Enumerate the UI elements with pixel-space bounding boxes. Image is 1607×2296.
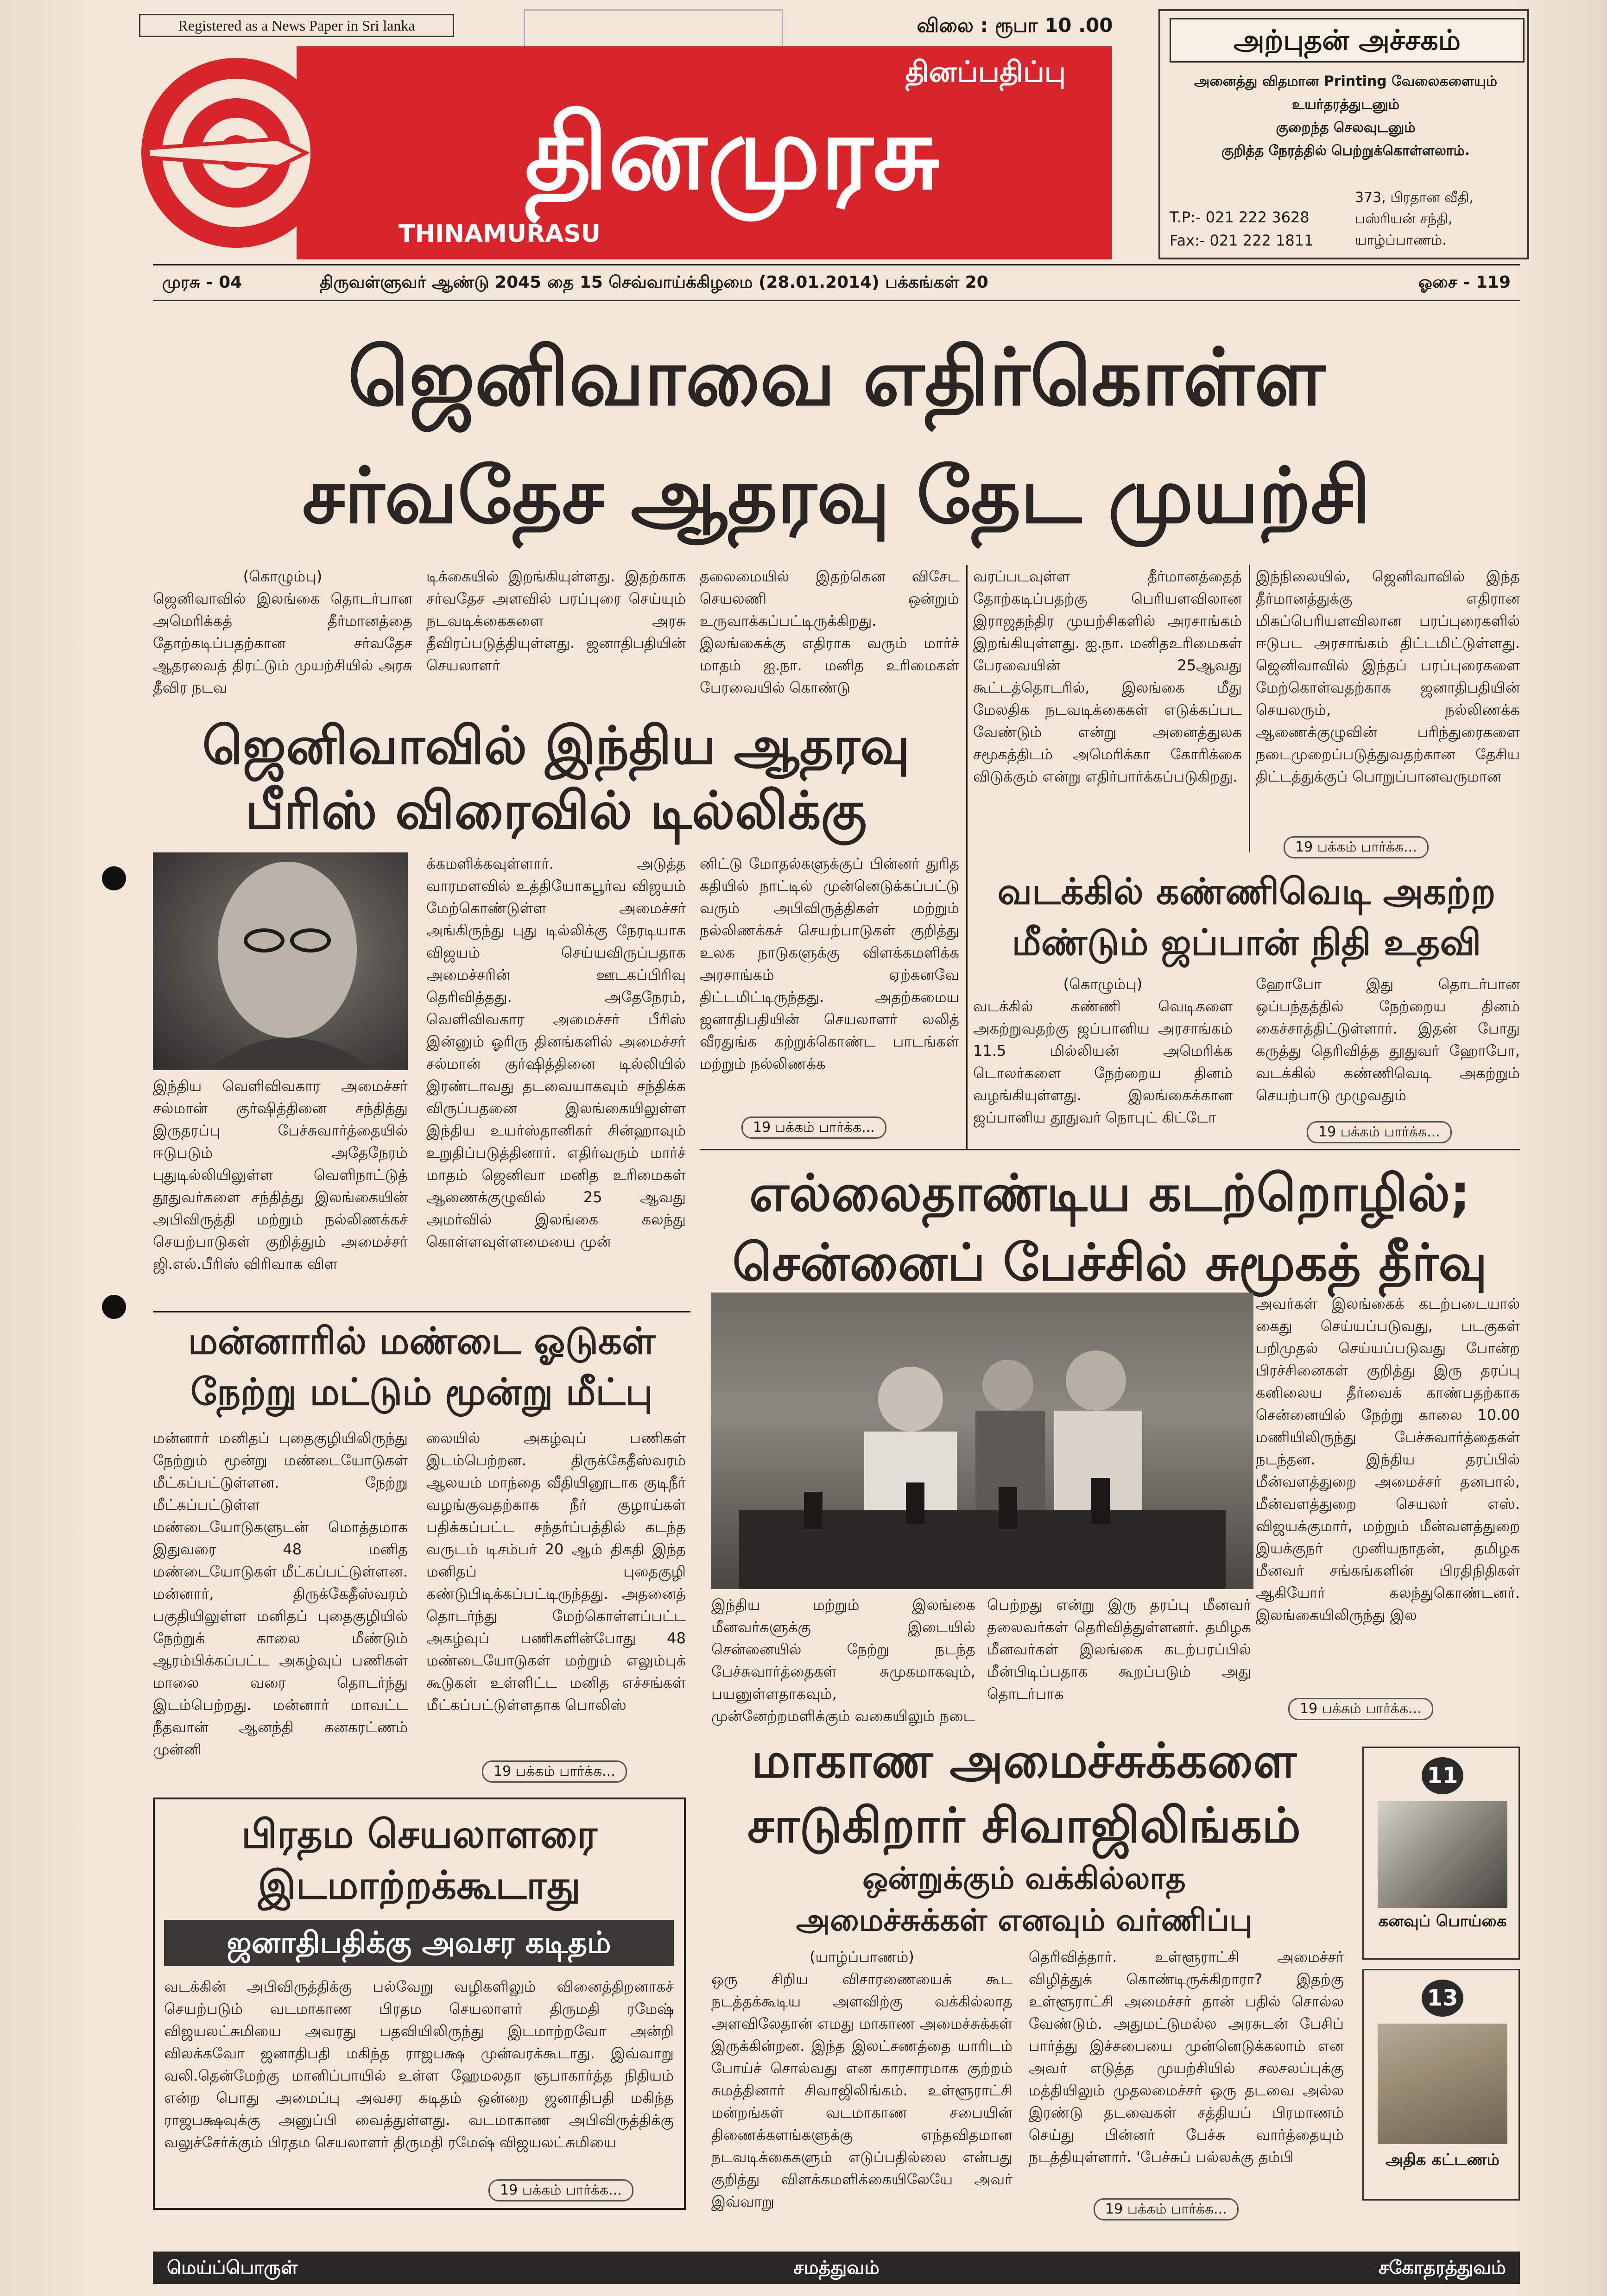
fisheries-headline-line1: எல்லைதாண்டிய கடற்றொழில்; <box>749 1163 1471 1223</box>
dateline-bar <box>153 264 1520 301</box>
footer-right: சகோதரத்துவம் <box>1379 2257 1506 2278</box>
mannar-column-1 <box>153 1427 408 1784</box>
india-text: னிட்டு மோதல்களுக்குப் பின்னர் துரித கதியில் நாட்டில் முன்னெடுக்கப்பட்டு வரும் அபிவிருத்திகள் மற்றும் நல்லிணக்கச் செயற்பாடுகள் குறித்து உலக நாடுகளுக்கு விளக்கமளிக்க அரசாங்கம் ஏற்கனவே திட்டமிட்டிருந்தது. அதற்கமைய ஜனாதிபதியின் செயலாளர் லலித் வீரதுங்க கற்றுக்கொண்ட பாடங்கள் மற்றும் நல்லிணக்க <box>700 855 959 1072</box>
secretary-box <box>153 1798 686 2210</box>
lead-text: வரப்படவுள்ள தீர்மானத்தைத் தோற்கடிப்பதற்கு பெரியளவிலான இராஜதந்திர முயற்சிகளில் அரசாங்கம் இறங்கியுள்ளது. ஐ.நா. மனிதஉரிமைகள் பேரவையின் 25ஆவது கூட்டத்தொடரில், இலங்கை மீது மேலதிக நடவடிக்கைகள் எடுக்கப்பட வேண்டும் என்று அனைத்துலக சமூகத்திடம் அமெரிக்கா கோரிக்கை விடுக்கும் என்று எதிர்பார்க்கப்படுகிறது. <box>973 568 1242 785</box>
target-logo <box>139 56 352 250</box>
punch-hole <box>102 866 126 890</box>
masthead-name: தினமுரசு <box>525 94 940 212</box>
masthead-english: THINAMURASU <box>399 220 601 248</box>
mannar-column-2 <box>426 1427 686 1760</box>
advert-phone: T.P:- 021 222 3628 <box>1170 208 1310 226</box>
mines-column-1 <box>973 973 1233 1144</box>
fisheries-continued[interactable] <box>1288 1698 1433 1720</box>
address-line: யாழ்ப்பாணம். <box>1355 232 1447 248</box>
address-line: பஸ்ரியன் சந்தி, <box>1355 211 1453 227</box>
portrait-graphic <box>153 852 408 1070</box>
sivajilingam-continued[interactable] <box>1094 2198 1239 2220</box>
lead-continued[interactable] <box>1284 836 1429 858</box>
issue-number: முரசு - 04 <box>162 273 242 292</box>
india-continued[interactable] <box>741 1116 886 1139</box>
lead-column-1 <box>153 565 412 704</box>
fisheries-side-column <box>1256 1293 1520 1700</box>
advert-line: உயர்தரத்துடனும் <box>1291 96 1400 113</box>
continued-link[interactable]: 19 பக்கம் பார்க்க... <box>1094 2198 1239 2220</box>
section-rule <box>700 1149 1520 1150</box>
masthead-subtitle: தினப்பதிப்பு <box>905 55 1066 88</box>
column-rule <box>966 565 968 1149</box>
fisheries-column-1 <box>711 1594 975 1725</box>
footer-left: மெய்ப்பொருள் <box>167 2257 298 2278</box>
sivajilingam-headline-line2: சாடுகிறார் சிவாஜிலிங்கம் <box>747 1797 1301 1854</box>
address-line: 373, பிரதான வீதி, <box>1355 189 1474 206</box>
press-meeting-graphic <box>711 1293 1253 1589</box>
footer-bar <box>153 2252 1520 2284</box>
issue-date: திருவள்ளுவர் ஆண்டு 2045 தை 15 செவ்வாய்க்கிழமை (28.01.2014) பக்கங்கள் 20 <box>320 273 988 292</box>
mines-text: வடக்கில் கண்ணி வெடிகளை அகற்றுவதற்கு ஜப்பானிய அரசாங்கம் 11.5 மில்லியன் அமெரிக்க டொலர்களை நேற்றைய தினம் வழங்கியுள்ளது. இலங்கைக்கான ஜப்பானிய தூதுவர் நொபுட் கிட்டோ <box>973 997 1233 1126</box>
stamp <box>524 9 783 51</box>
fisheries-text: இந்திய மற்றும் இலங்கை மீனவர்களுக்கு இடையில் சென்னையில் நேற்று நடந்த பேச்சுவார்த்தைகள் சுமுகமாகவும், பயனுள்ளதாகவும், முன்னேற்றமளிக்கும் வகையிலும் நடை <box>711 1596 975 1725</box>
secretary-body <box>164 1975 674 2175</box>
teaser-caption: அதிக கட்டணம் <box>1386 2151 1499 2169</box>
sivajilingam-subhead-line2: அமைச்சுக்கள் எனவும் வர்ணிப்பு <box>796 1902 1253 1938</box>
fisheries-text: அவர்கள் இலங்கைக் கடற்படையால் கைது செய்யப்படுவது, படகுகள் பறிமுதல் செய்யப்படுவது போன்ற பிரச்சினைகள் குறித்து இரு தரப்பு கனிலைய தீர்வைக் காண்பதற்காக சென்னையில் நேற்று காலை 10.00 மணியிலிருந்து பேச்சுவார்த்தைகள் நடந்தன. இந்திய தரப்பில் மீன்வளத்துறை அமைச்சர் தனபால், மீன்வளத்துறை செயலர் எஸ். விஜயக்குமார், மற்றும் மீன்வளத்துறை இயக்குநர் முனியநாதன், தமிழக மீனவர் சங்கங்களின் பிரதிநிதிகள் ஆகியோர் கலந்துகொண்டனர். இலங்கையிலிருந்து இல <box>1256 1295 1520 1624</box>
advert-line: குறைந்த செலவுடனும் <box>1276 120 1416 136</box>
registered-note: Registered as a News Paper in Sri lanka <box>139 14 454 37</box>
sivajilingam-text: ஒரு சிறிய விசாரணையைக் கூட நடத்தக்கூடிய அளவிற்கு வக்கில்லாத அளவிலேதான் எமது மாகாண அமைச்சுக்கள் இருக்கின்றன. இந்த இலட்சணத்தை யாரிடம் போய்ச் சொல்வது என காரசாரமாக குற்றம் சுமத்தினார் சிவாஜிலிங்கம். உள்ளூராட்சி மன்றங்கள் வடமாகாண சபையின் திணைக்களங்களுக்கு எந்தவிதமான நடவடிக்கைகளும் எடுப்பதில்லை என்பது குறித்து விளக்கமளிக்கையிலேயே அவர் இவ்வாறு <box>711 1970 1012 2210</box>
secretary-banner: ஜனாதிபதிக்கு அவசர கடிதம் <box>164 1920 674 1966</box>
continued-link[interactable]: 19 பக்கம் பார்க்க... <box>1288 1698 1433 1720</box>
lead-column-3 <box>700 565 959 704</box>
india-headline-line2: பீரிஸ் விரைவில் டில்லிக்கு <box>245 781 867 841</box>
lead-text: ஜெனிவாவில் இலங்கை தொடர்பான அமெரிக்கத் தீர்மானத்தை தோற்கடிப்பதற்கான சர்வதேச ஆதரவைத் திரட்டும் முயற்சியில் அரசு தீவிர நடவ <box>153 590 412 696</box>
sivajilingam-headline-line1: மாகாண அமைச்சுக்களை <box>752 1732 1297 1789</box>
continued-link[interactable]: 19 பக்கம் பார்க்க... <box>741 1116 886 1139</box>
continued-link[interactable]: 19 பக்கம் பார்க்க... <box>488 2179 633 2201</box>
advert-line: குறித்த நேரத்தில் பெற்றுக்கொள்ளலாம். <box>1221 143 1470 159</box>
continued-link[interactable]: 19 பக்கம் பார்க்க... <box>482 1760 627 1783</box>
mines-dateline: (கொழும்பு) <box>1063 975 1143 993</box>
lead-column-5 <box>1256 565 1520 834</box>
advert-line: அனைத்து விதமான Printing வேலைகளையும் <box>1194 73 1497 89</box>
teaser-page-badge: 13 <box>1422 1980 1463 2017</box>
teaser-box[interactable] <box>1362 1969 1520 2201</box>
lead-headline-line2: சர்வதேச ஆதரவு தேட முயற்சி <box>302 451 1371 540</box>
issue-serial: ஓசை - 119 <box>1418 273 1511 292</box>
secretary-text: வடக்கின் அபிவிருத்திக்கு பல்வேறு வழிகளிலும் வினைத்திறனாகச் செயற்படும் வடமாகாண பிரதம செயலாளர் திருமதி ரமேஷ் விஜயலட்சுமியை அவரது பதவியிலிருந்து இடமாற்றவோ அன்றி விலக்கவோ ஜனாதிபதி மகிந்த ராஜபக்ஷ முன்வரக்கூடாது. இவ்வாறு வலி.தென்மேற்கு மானிப்பாயில் உள்ள ஹேமலதா ஞபாகார்த்த நிதியம் என்ற பொது அமைப்பு அவசர கடிதம் ஒன்றை ஜனாதிபதி மகிந்த ராஜபக்ஷவுக்கு அனுப்பி வைத்துள்ளது. வடமாகாண அபிவிருத்திக்கு வலுச்சேர்க்கும் பிரதம செயலாளர் திருமதி ரமேஷ் விஜயலட்சுமியை <box>164 1978 674 2151</box>
teaser-caption: கனவுப் பொய்கை <box>1378 1912 1507 1930</box>
fisheries-headline-line2: சென்னைப் பேச்சில் சுமூகத் தீர்வு <box>732 1233 1487 1292</box>
india-text: க்கமளிக்கவுள்ளார். அடுத்த வாரமளவில் உத்தியோகபூர்வ விஜயம் மேற்கொண்டுள்ள அமைச்சர் அங்கிருந்து புது டில்லிக்கு நேரடியாக விஜயம் செய்யவிருப்பதாக அமைச்சரின் ஊடகப்பிரிவு தெரிவித்தது. அதேநேரம், வெளிவிவகார அமைச்சர் பீரிஸ் இன்னும் ஓரிரு தினங்களில் அமைச்சர் சல்மான் குர்ஷித்தினை டில்லியில் இரண்டாவது தடவையாகவும் சந்திக்க விருப்பதனை இலங்கையிலுள்ள இந்திய உயர்ஸ்தானிகர் சின்ஹாவும் உறுதிப்படுத்தினார். எதிர்வரும் மார்ச் மாதம் ஜெனிவா மனித உரிமைகள் ஆணைக்குழுவில் 25 ஆவது அமர்வில் இலங்கை கலந்து கொள்ளவுள்ளமையை முன் <box>426 855 686 1250</box>
lead-text: இந்நிலையில், ஜெனிவாவில் இந்த தீர்மானத்துக்கு எதிரான மிகப்பெரியளவிலான பரப்புரைகளில் ஈடுபட அரசாங்கம் திட்டமிட்டுள்ளது. ஜெனிவாவில் இந்தப் பரப்புரைகளை மேற்கொள்வதற்காக ஜனாதிபதியின் செயலரும், நல்லிணக்க ஆணைக்குழுவின் பரிந்துரைகளை நடைமுறைப்படுத்துவதற்கான தேசிய திட்டத்துக்குப் பொறுப்பானவருமான <box>1256 568 1520 785</box>
printing-advert <box>1158 9 1529 259</box>
fisheries-column-2 <box>987 1594 1251 1705</box>
mannar-text: லையில் அகழ்வுப் பணிகள் இடம்பெற்றன. திருக்கேதீஸ்வரம் ஆலயம் மாந்தை வீதியினூடாக குடிநீர் வழங்குவதற்காக நீர் குழாய்கள் பதிக்கப்பட்ட சந்தர்ப்பத்தில் கடந்த வருடம் டிசம்பர் 20 ஆம் திகதி இந்த மனிதப் புதைகுழி கண்டுபிடிக்கப்பட்டிருந்தது. அதனைத் தொடர்ந்து மேற்கொள்ளப்பட்ட அகழ்வுப் பணிகளின்போது 48 மண்டையோடுகள் மற்றும் எலும்புக் கூடுகள் உள்ளிட்ட மனித எச்சங்கள் மீட்கப்பட்டுள்ளதாக பொலிஸ் <box>426 1429 686 1714</box>
lead-dateline: (கொழும்பு) <box>243 568 323 585</box>
talks-photo <box>711 1293 1253 1589</box>
mines-headline-line1: வடக்கில் கண்ணிவெடி அகற்ற <box>997 871 1496 913</box>
sivajilingam-text: தெரிவித்தார். உள்ளூராட்சி அமைச்சர் விழித்துக் கொண்டிருக்கிறாரா? இதற்கு உள்ளூராட்சி அமைச்சர் தான் பதில் சொல்ல வேண்டும். அதுமட்டுமல்ல அரசுடன் பேசிப் பார்த்து இச்சபையை முன்னெடுக்கலாம் என அவர் எடுத்த முயற்சியில் சலசலப்புக்கு மத்தியிலும் முதலமைச்சர் ஒரு தடவை அல்ல இரண்டு தடவைகள் சத்தியப் பிரமாணம் செய்து பின்னர் பேச்சு வார்த்தையும் நடத்தியுள்ளார். 'பேச்சுப் பல்லக்கு தம்பி <box>1029 1948 1344 2166</box>
sivajilingam-dateline: (யாழ்ப்பாணம்) <box>810 1948 914 1966</box>
advert-address <box>1355 187 1522 251</box>
teaser-photo <box>1378 1801 1507 1908</box>
column-rule <box>1249 565 1250 852</box>
section-rule <box>153 1311 690 1312</box>
teaser-page-badge: 11 <box>1422 1757 1463 1794</box>
teaser-box[interactable] <box>1362 1747 1520 1960</box>
mannar-headline-line1: மன்னாரில் மண்டை ஓடுகள் <box>188 1319 656 1362</box>
advert-fax: Fax:- 021 222 1811 <box>1170 232 1314 249</box>
punch-hole <box>102 1295 126 1319</box>
minister-photo <box>153 852 408 1070</box>
india-column-2 <box>426 852 686 1353</box>
secretary-headline-line1: பிரதம செயலாளரை <box>241 1811 597 1857</box>
mannar-continued[interactable] <box>482 1760 627 1783</box>
price: விலை : ரூபா 10 .00 <box>917 14 1113 37</box>
sivajilingam-column-1 <box>711 1946 1012 2214</box>
mannar-text: மன்னார் மனிதப் புதைகுழியிலிருந்து நேற்றும் மூன்று மண்டையோடுகள் மீட்கப்பட்டுள்ளன. நேற்று மீட்கப்பட்டுள்ள மண்டையோடுகளுடன் மொத்தமாக இதுவரை 48 மனித மண்டையோடுகள் மீட்கப்பட்டுள்ளன. மன்னார், திருக்கேதீஸ்வரம் பகுதியிலுள்ள மனிதப் புதைகுழியில் நேற்றுக் காலை மீண்டும் ஆரம்பிக்கப்பட்ட அகழ்வுப் பணிகள் மாலை வரை தொடர்ந்து இடம்பெற்றது. மன்னார் மாவட்ட நீதவான் ஆனந்தி கனகரட்ணம் முன்னி <box>153 1429 408 1758</box>
teaser-photo <box>1378 2024 1507 2144</box>
mines-headline-line2: மீண்டும் ஜப்பான் நிதி உதவி <box>1012 922 1481 964</box>
mannar-headline-line2: நேற்று மட்டும் மூன்று மீட்பு <box>190 1370 653 1413</box>
continued-link[interactable]: 19 பக்கம் பார்க்க... <box>1307 1121 1452 1143</box>
footer-center: சமத்துவம் <box>793 2257 879 2278</box>
india-headline-line1: ஜெனிவாவில் இந்திய ஆதரவு <box>202 716 910 776</box>
continued-link[interactable]: 19 பக்கம் பார்க்க... <box>1284 836 1429 858</box>
lead-text: தலைமையில் இதற்கென விசேட செயலணி ஒன்றும் உருவாக்கப்பட்டிருக்கிறது. இலங்கைக்கு எதிராக வரும் மார்ச் மாதம் ஐ.நா. மனித உரிமைகள் பேரவையில் கொண்டு <box>700 568 959 696</box>
mines-column-2 <box>1256 973 1520 1121</box>
fisheries-text: பெற்றது என்று இரு தரப்பு மீனவர் தலைவர்கள் தெரிவித்துள்ளனர். தமிழக மீனவர்கள் இலங்கை கடற்பரப்பில் மீன்பிடிப்பதாக கூறப்படும் அது தொடர்பாக <box>987 1596 1251 1703</box>
sivajilingam-subhead-line1: ஒன்றுக்கும் வக்கில்லாத <box>862 1861 1186 1896</box>
mines-continued[interactable] <box>1307 1121 1452 1143</box>
lead-text: டிக்கையில் இறங்கியுள்ளது. இதற்காக சர்வதேச அளவில் பரப்புரை செய்யும் நடவடிக்கைகளை அரசு தீவிரப்படுத்தியுள்ளது. ஜனாதிபதியின் செயலாளர் <box>426 568 686 674</box>
india-text: இந்திய வெளிவிவகார அமைச்சர் சல்மான் குர்ஷித்தினை சந்தித்து இருதரப்பு பேச்சுவார்த்தையில் ஈடுபடும் அதேநேரம் புதுடில்லியிலுள்ள வெளிநாட்டுத் தூதுவர்களை சந்தித்து இலங்கையின் அபிவிருத்தி மற்றும் நல்லிணக்கச் செயற்பாடுகள் குறித்தும் அமைச்சர் ஜி.எல்.பீரிஸ் விரிவாக விள <box>153 1077 408 1273</box>
lead-headline-line1: ஜெனிவாவை எதிர்கொள்ள <box>348 332 1325 423</box>
sivajilingam-column-2 <box>1029 1946 1344 2196</box>
secretary-continued[interactable] <box>488 2179 633 2201</box>
lead-column-4 <box>973 565 1242 852</box>
india-column-3 <box>700 852 959 1112</box>
secretary-headline-line2: இடமாற்றக்கூடாது <box>258 1862 581 1908</box>
advert-title: அற்புதன் அச்சகம் <box>1170 18 1525 63</box>
mines-text: ஹோபோ இது தொடர்பான ஒப்பந்தத்தில் நேற்றைய தினம் கைச்சாத்திட்டுள்ளார். இதன் போது கருத்து தெரிவித்த தூதுவர் ஹோபோ, வடக்கில் கண்ணிவெடி அகற்றும் செயற்பாடு முழுவதும் <box>1256 975 1520 1104</box>
lead-column-2 <box>426 565 686 704</box>
